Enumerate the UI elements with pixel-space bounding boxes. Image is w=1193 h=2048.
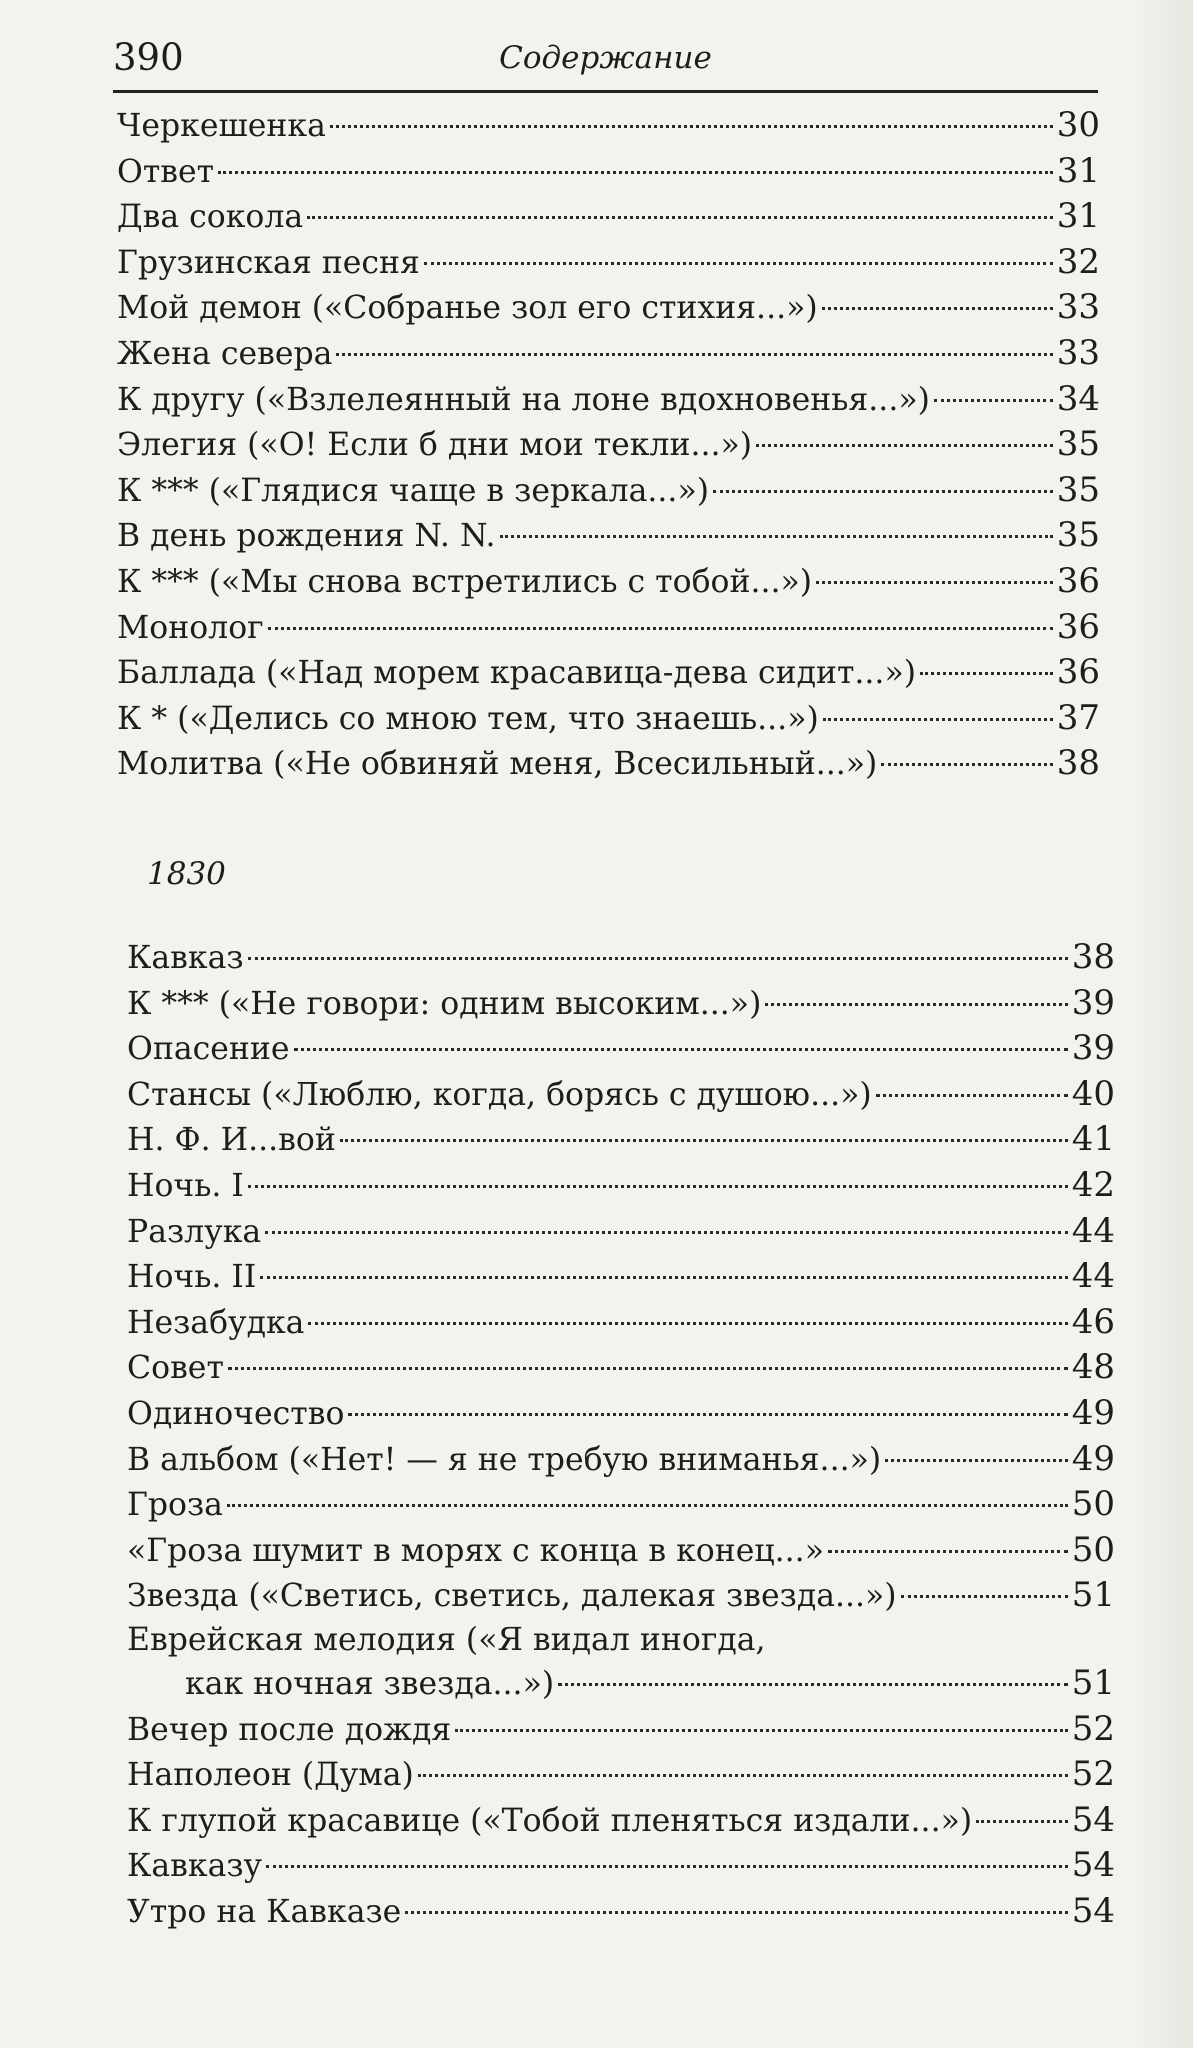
dot-leader [765,1003,1067,1006]
toc-entry-title: Ответ [117,153,215,190]
dot-leader [265,1231,1068,1234]
dot-leader [336,353,1052,356]
toc-entry [117,741,1100,787]
toc-entry-page: 51 [1071,1575,1115,1616]
toc-entry [117,377,1100,423]
dot-leader [418,1774,1068,1777]
dot-leader [455,1729,1067,1732]
dot-leader [885,1459,1068,1462]
toc-entry-title: Монолог [117,609,264,646]
toc-entry [117,331,1100,377]
toc-entry [127,1528,1115,1574]
toc-entry-title: К другу («Взлелеянный на лоне вдохновенья...») [117,381,930,418]
toc-entry-page: 41 [1071,1119,1115,1160]
toc-entry-page: 46 [1071,1301,1115,1342]
toc-entry-title: Звезда («Светись, светись, далекая звезда...») [127,1578,897,1615]
toc-entry [127,1619,1115,1661]
toc-entry [117,605,1100,651]
toc-entry-page: 54 [1071,1890,1115,1931]
toc-entry-title: К *** («Мы снова встретились с тобой...») [117,563,813,600]
toc-entry-title: Н. Ф. И...вой [127,1122,336,1159]
toc-entry-title: К глупой красавице («Тобой пленяться издали...») [127,1802,973,1839]
year-heading: 1830 [147,856,226,892]
toc-entry-page: 54 [1071,1845,1115,1886]
toc-entry-page: 35 [1056,424,1100,465]
toc-entry [117,513,1100,559]
toc-entry-page: 52 [1071,1708,1115,1749]
dot-leader [348,1413,1067,1416]
dot-leader [901,1595,1068,1598]
toc-entry-title: Одиночество [127,1395,345,1432]
dot-leader [248,1185,1068,1188]
toc-entry-page: 36 [1056,652,1100,693]
toc-entry [127,1482,1115,1528]
toc-entry-page: 35 [1056,515,1100,556]
toc-entry-page: 31 [1056,196,1100,237]
toc-entry-page: 52 [1071,1754,1115,1795]
toc-entry-page: 50 [1071,1484,1115,1525]
dot-leader [294,1048,1068,1051]
toc-entry-title: К *** («Глядися чаще в зеркала...») [117,472,710,509]
toc-entry [127,1573,1115,1619]
toc-entry-page: 31 [1056,150,1100,191]
toc-entry-title: Ночь. II [127,1259,257,1296]
dot-leader [227,1504,1068,1507]
toc-entry-page: 50 [1071,1529,1115,1570]
toc-entry-title: Совет [127,1350,224,1387]
toc-entry-page: 37 [1056,697,1100,738]
toc-entry [127,1889,1115,1935]
dot-leader [500,535,1053,538]
toc-entry-title: Кавказу [127,1848,263,1885]
toc-entry [127,1437,1115,1483]
toc-entry-page: 44 [1071,1256,1115,1297]
toc-entry [127,1300,1115,1346]
toc-entry [117,149,1100,195]
toc-entry-title: Гроза [127,1487,223,1524]
toc-entry [127,935,1115,981]
toc-entry-title: Незабудка [127,1304,305,1341]
toc-entry-title: В альбом («Нет! — я не требую вниманья...») [127,1441,882,1478]
page-number: 390 [113,36,184,79]
toc-entry-title: Кавказ [127,940,244,976]
toc-section-1 [117,103,1100,787]
toc-entry [117,559,1100,605]
toc-entry [117,240,1100,286]
dot-leader [308,1322,1067,1325]
page-header [113,30,1098,93]
toc-entry [127,1843,1115,1889]
toc-entry-page: 36 [1056,560,1100,601]
toc-entry-title: К *** («Не говори: одним высоким...») [127,985,762,1022]
dot-leader [307,216,1053,219]
toc-entry-page: 42 [1071,1164,1115,1205]
dot-leader [756,444,1053,447]
toc-entry [127,1752,1115,1798]
toc-entry-title: К * («Делись со мною тем, что знаешь...») [117,700,819,737]
toc-entry-title: В день рождения N. N. [117,518,496,555]
toc-entry [127,1661,1115,1707]
toc-entry-page: 48 [1071,1347,1115,1388]
running-title: Содержание [499,40,712,76]
dot-leader [558,1683,1068,1686]
toc-entry [117,285,1100,331]
toc-entry-page: 36 [1056,606,1100,647]
toc-entry-title: Утро на Кавказе [127,1893,402,1930]
toc-entry-title: Грузинская песня [117,244,420,281]
dot-leader [816,581,1053,584]
toc-entry [117,650,1100,696]
dot-leader [713,490,1053,493]
toc-entry-title: Опасение [127,1031,290,1068]
toc-entry [127,1254,1115,1300]
dot-leader [260,1276,1067,1279]
toc-entry-page: 39 [1071,982,1115,1023]
toc-entry-page: 49 [1071,1438,1115,1479]
toc-entry-title: «Гроза шумит в морях с конца в конец...» [127,1532,824,1569]
dot-leader [248,957,1068,960]
toc-entry [127,1026,1115,1072]
toc-entry [127,1163,1115,1209]
toc-entry-title: Молитва («Не обвиняй меня, Всесильный...») [117,746,878,783]
toc-entry-page: 38 [1056,743,1100,784]
toc-entry-page: 33 [1056,332,1100,373]
toc-section-2 [127,935,1115,1934]
dot-leader [822,307,1053,310]
dot-leader [976,1820,1068,1823]
dot-leader [266,1865,1068,1868]
toc-entry-title: как ночная звезда...») [185,1665,555,1702]
dot-leader [424,262,1053,265]
toc-entry-title: Два сокола [117,199,304,236]
dot-leader [268,627,1053,630]
toc-entry-title: Наполеон (Дума) [127,1757,414,1794]
dot-leader [228,1367,1068,1370]
toc-entry-page: 39 [1071,1028,1115,1069]
toc-entry-page: 38 [1071,937,1115,977]
dot-leader [340,1139,1068,1142]
toc-entry [117,103,1100,149]
toc-entry [127,1707,1115,1753]
toc-entry-page: 49 [1071,1392,1115,1433]
toc-entry-page: 44 [1071,1210,1115,1251]
toc-entry [117,422,1100,468]
toc-entry-page: 51 [1071,1662,1115,1703]
dot-leader [823,718,1053,721]
toc-entry [117,194,1100,240]
toc-entry-title: Вечер после дождя [127,1711,452,1748]
toc-entry-page: 34 [1056,378,1100,419]
toc-entry-title: Баллада («Над морем красавица-дева сидит...») [117,655,917,692]
toc-entry-title: Элегия («О! Если б дни мои текли...») [117,427,753,464]
toc-entry [127,1072,1115,1118]
toc-entry [127,1209,1115,1255]
toc-entry-page: 32 [1056,241,1100,282]
toc-entry [117,468,1100,514]
toc-entry-title: Ночь. I [127,1167,244,1204]
toc-entry [127,1117,1115,1163]
toc-entry-title: Черкешенка [117,108,326,144]
dot-leader [218,171,1053,174]
toc-entry-page: 40 [1071,1073,1115,1114]
toc-entry-title: Мой демон («Собранье зол его стихия...») [117,290,818,327]
toc-entry [127,1391,1115,1437]
page-shadow [1133,0,1193,2048]
toc-entry-title: Стансы («Люблю, когда, борясь с душою...») [127,1076,872,1113]
toc-entry-title: Жена севера [117,335,333,372]
toc-entry-title: Еврейская мелодия («Я видал иногда, [127,1621,766,1658]
dot-leader [876,1094,1068,1097]
toc-entry-title: Разлука [127,1213,262,1250]
toc-entry-page: 35 [1056,469,1100,510]
toc-entry-page: 33 [1056,287,1100,328]
dot-leader [330,125,1053,128]
toc-entry [117,696,1100,742]
dot-leader [934,399,1053,402]
toc-entry [127,1798,1115,1844]
dot-leader [405,1911,1067,1914]
toc-entry-page: 54 [1071,1799,1115,1840]
toc-entry [127,1345,1115,1391]
toc-entry [127,981,1115,1027]
dot-leader [881,763,1052,766]
dot-leader [828,1550,1068,1553]
dot-leader [920,672,1053,675]
toc-entry-page: 30 [1056,105,1100,145]
